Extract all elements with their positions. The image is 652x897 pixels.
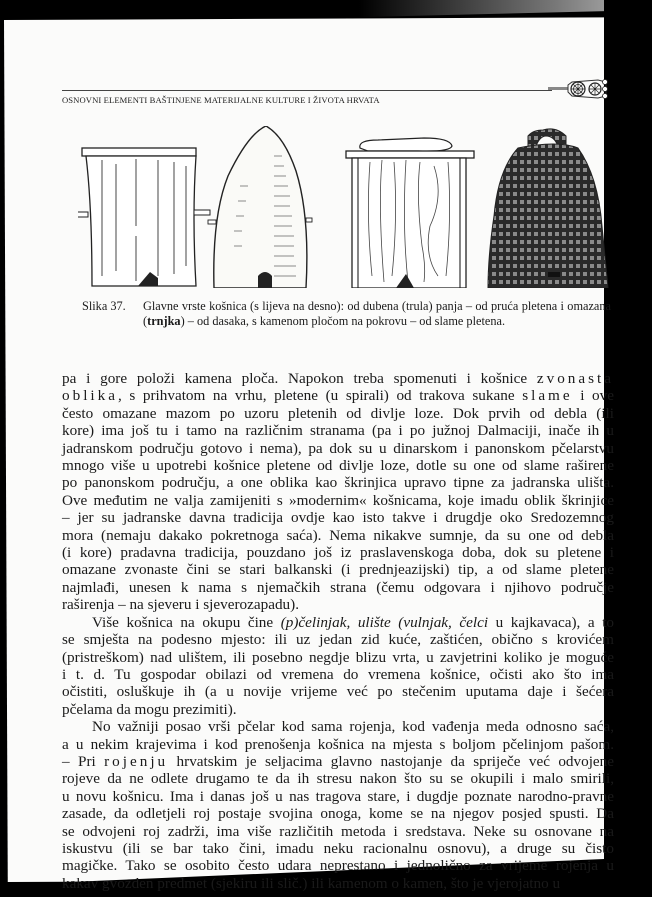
text-line: – Pri rojenju hrvatskim je seljacima glavno nastojanje da spriječe već odvojene bbox=[62, 752, 614, 770]
paragraph bbox=[62, 718, 614, 892]
spaced-emphasis: rojenju bbox=[104, 752, 169, 770]
beehive-figure bbox=[78, 126, 618, 288]
body-text bbox=[62, 370, 614, 892]
spaced-emphasis: oblika bbox=[62, 387, 118, 405]
text-line: jadranskom području gotovo i nema), pa dok su u dinarskom i panonskom pčelarstvu bbox=[62, 439, 614, 457]
paragraph bbox=[62, 614, 614, 718]
header-ornament-icon bbox=[548, 72, 610, 104]
text-line: po panonskom području, a one oblika kao škrinjica upravo tipne za jadranska ulišta. bbox=[62, 474, 614, 492]
italic-term: (p)čelinjak, ulište (vulnjak, čelci bbox=[280, 613, 489, 631]
text-line: i t. d. Tu gospodar obilazi od vremena do vremena košnice, očisti ako što ima bbox=[62, 665, 614, 683]
text-line: Ove međutim ne valja zamijeniti s »modernim« košnicama, koje imadu oblik škrinjice bbox=[62, 491, 614, 509]
spaced-emphasis: zvonasta bbox=[536, 370, 614, 387]
text-line: iskustvu (ili se bar tako čini, imadu neku racionalnu osnovu), a druge su čisto bbox=[62, 839, 614, 857]
text-line: No važniji posao vrši pčelar kod sama rojenja, kod vađenja meda odnosno saća, bbox=[92, 718, 614, 736]
text-line: najmlađi, unesen k nama s njemačkih strana (čemu odgovara i njihovo područje bbox=[62, 578, 614, 596]
text-line: zasade, da odletjeli roj postaje svojina onoga, kome se na njegov posjed spusti. Da bbox=[62, 805, 614, 823]
text-line: se smješta na podesno mjesto: ili uz jedan zid kuće, zaštićen, obično s krovićem bbox=[62, 631, 614, 649]
text-line: rojeve da ne odlete drugamo te da ih stresu nakon što su se okupili i malo smirili, bbox=[62, 770, 614, 788]
text-line: (pristreškom) nad ulištem, ili posebno negdje blizu vrta, u zavjetrini koliko je moguće bbox=[62, 648, 614, 666]
caption-bold-term: trnjka bbox=[147, 314, 181, 328]
figure-caption-text: Glavne vrste košnica (s lijeva na desno): od dubena (trula) panja – od pruća pletena i omazana (trnjka) – od dasaka, s kamenom pločom na pokrovu – od slame pletena. bbox=[143, 299, 611, 328]
header-rule bbox=[62, 90, 552, 91]
text-line: oblika, s prihvatom na vrhu, pletene (u spirali) od trakova sukane slame i ove bbox=[62, 387, 614, 405]
spaced-emphasis: slame bbox=[522, 387, 573, 405]
text-line: omazane zvonaste čini se stari balkanski (i prednjeazijski) tip, a od slame pletene bbox=[62, 561, 614, 579]
text-line: mnogo više u upotrebi košnice pletene od divlje loze, dotle su one od slame raširene bbox=[62, 457, 614, 475]
text-line: magičke. Tako se osobito često udara neprestano i jednolično za vrijeme rojenja u bbox=[62, 857, 614, 875]
figure-caption bbox=[82, 299, 622, 329]
text-line: u novu košnicu. Ima i danas još u nas tragova stare, i dugdje poznate narodno-pravne bbox=[62, 787, 614, 805]
wicker-daub-hive-illustration bbox=[208, 126, 312, 288]
straw-skep-illustration bbox=[488, 129, 608, 288]
figure-label: Slika 37. bbox=[82, 299, 126, 313]
text-line: pčelama da mogu prezimiti). bbox=[62, 700, 237, 718]
running-head: OSNOVNI ELEMENTI BAŠTINJENE MATERIJALNE KULTURE I ŽIVOTA HRVATA bbox=[62, 95, 380, 105]
text-line: Više košnica na okupu čine (p)čelinjak, ulište (vulnjak, čelci u kajkavaca), a to bbox=[92, 613, 615, 631]
text-line: – jer su jadranske davna tradicija ovdje kao isto takve i drugdje oko Sredozemnog bbox=[62, 509, 614, 527]
text-line: mora (nemaju dakako pokretnoga saća). Nema nikakve sumnje, da su one od debla bbox=[62, 526, 614, 544]
text-line: kakav gvozden predmet (sjekiru ili slič.) ili kamenom o kamen, što je vjerojatno u bbox=[62, 874, 561, 892]
paragraph bbox=[62, 370, 614, 614]
text-line: se odvojeni roj zadrži, ima više različitih metoda i sredstava. Neke su osnovane na bbox=[62, 822, 614, 840]
text-line: pa i gore položi kamena ploča. Napokon treba spomenuti i košnice zvonasta bbox=[62, 370, 614, 387]
log-hive-illustration bbox=[78, 148, 210, 286]
text-line: raširenja – na sjeveru i sjeverozapadu). bbox=[62, 596, 299, 614]
text-line: kore) ima još tu i tamo na različnim stranama (pa i po južnoj Dalmaciji, inače ih u bbox=[62, 422, 614, 440]
text-line: očistiti, osluškuje ih (a u novije vrijeme već po stečenim uputama daje i šećera bbox=[62, 683, 614, 701]
text-line: (i kore) pradavna tradicija, pouzdano još iz praslavenskoga doba, dok su pletene i bbox=[62, 544, 614, 562]
text-line: često omazane mazom po uzoru pletenih od divlje loze. Dok prvih od debla (ili bbox=[62, 404, 614, 422]
text-line: a u nekim krajevima i kod prenošenja košnica na mjesta s boljom pčelinjom pašom. bbox=[62, 735, 614, 753]
plank-hive-illustration bbox=[346, 138, 474, 288]
